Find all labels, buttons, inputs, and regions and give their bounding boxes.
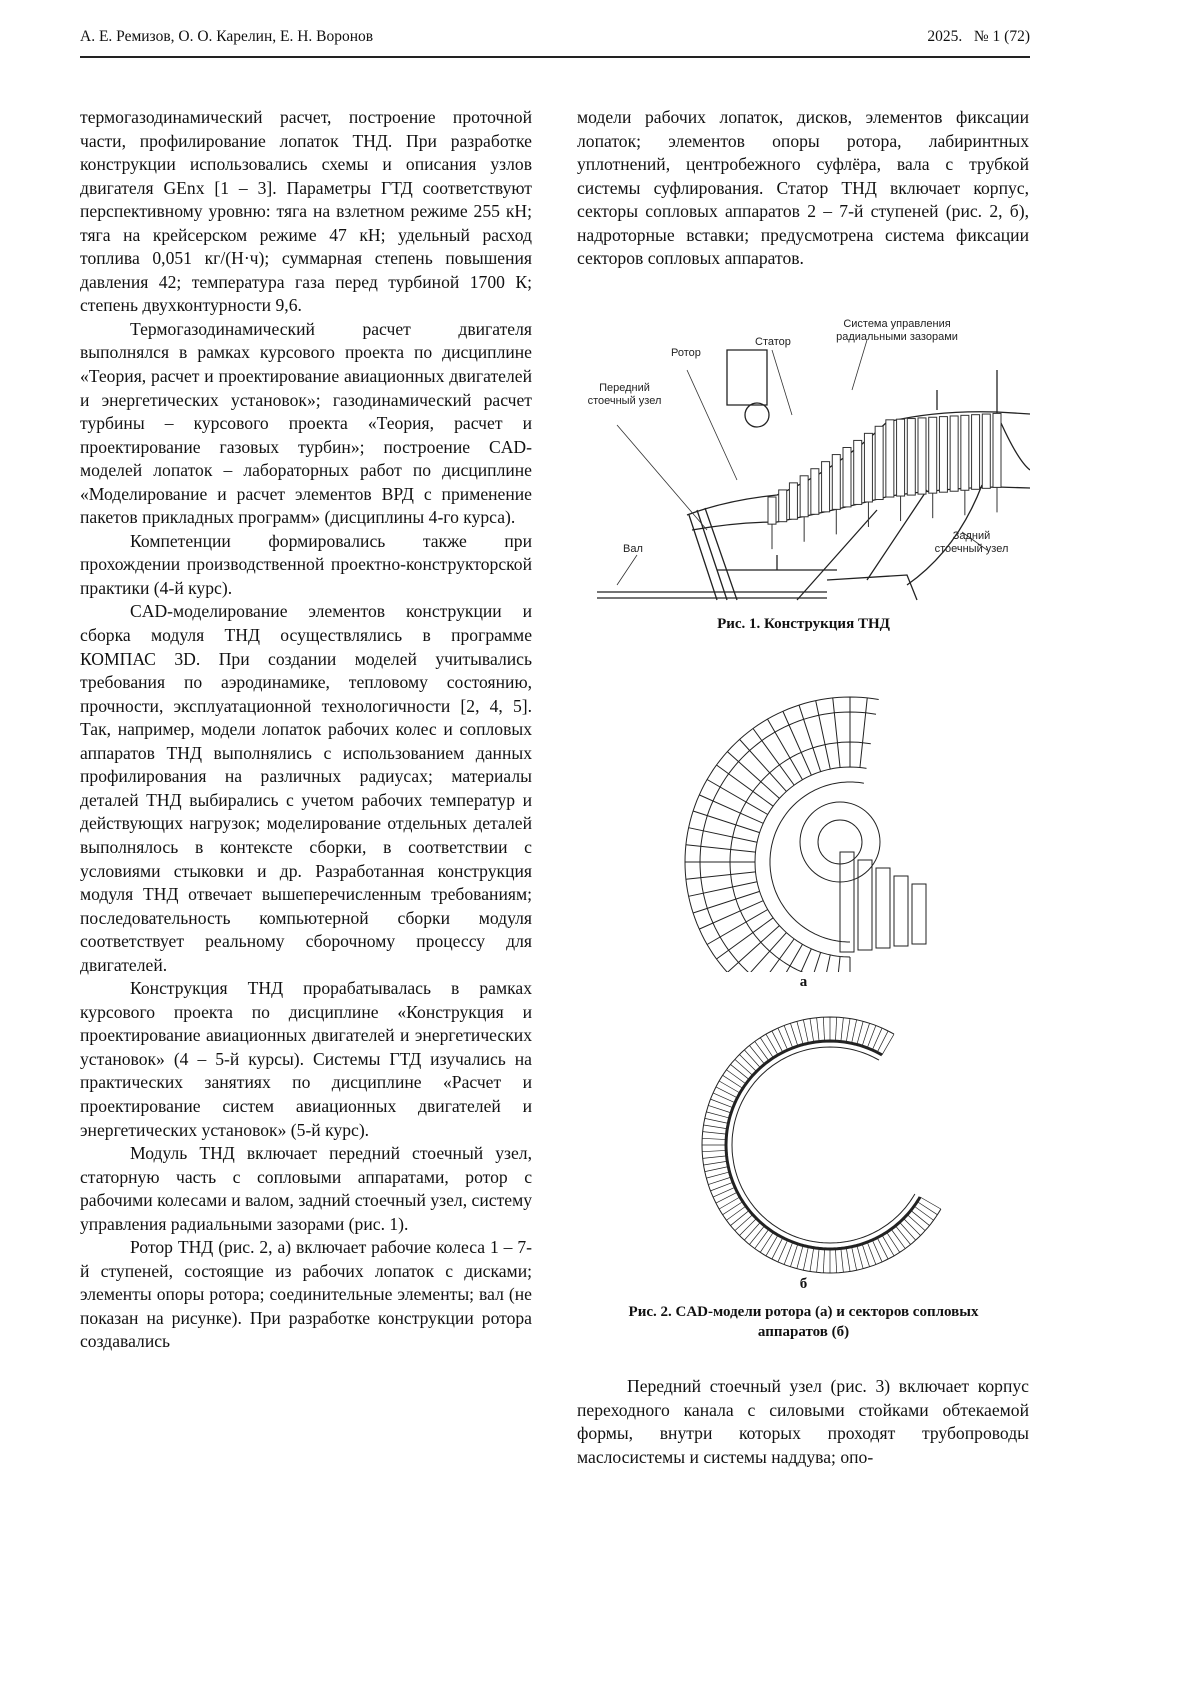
vane-line [731,1210,750,1225]
vane-line [703,1132,727,1135]
vane-line [835,1249,836,1273]
blade-line [833,956,840,972]
blade-line [693,811,760,833]
vane-line [744,1222,760,1240]
turbine-cross-section-drawing [577,310,1030,605]
vane-line [803,1020,808,1043]
paragraph: Ротор ТНД (рис. 2, а) включает рабочие колеса 1 – 7-й ступеней, состоящие из рабочих лопаток с дисками; элементы опоры ротора; соединительные элементы; вал (не показан на рисунке). При разработке конструкции ротора создавались [80,1236,532,1354]
right-column-top [577,106,1029,271]
vane-line [749,1226,764,1245]
blade-line [783,949,811,972]
blade [854,440,862,504]
vane-line [716,1087,737,1098]
blade [972,415,980,490]
left-column [80,106,532,1354]
disk-section [876,868,890,948]
nozzle-sectors-cad-drawing [690,1005,960,1275]
paragraph: Передний стоечный узел (рис. 3) включает корпус переходного канала с силовыми стойками обтекаемой формы, внутри которых проходят трубопроводы маслосистемы и системы наддува; опо- [577,1375,1029,1469]
blade [811,469,819,515]
vane-line [723,1075,743,1088]
vane-line [877,1031,888,1052]
vane-line [716,1192,737,1203]
vane-line [857,1245,863,1268]
paragraph: Модуль ТНД включает передний стоечный узел, статорную часть с сопловыми аппаратами, ротор с рабочими колесами и валом, задний стоечный узел, систему управления радиальными зазорами (рис. 1). [80,1142,532,1236]
blade [779,490,787,522]
vane-line [708,1177,731,1184]
blade-line [686,872,756,879]
vane-line [797,1245,803,1268]
blade [864,433,872,502]
vane-line [797,1021,803,1044]
vane-line [726,1206,745,1220]
vane-line [790,1023,797,1046]
vane-line [914,1206,933,1220]
label-front-strut: Передний стоечный узел [582,382,667,408]
vane-line [877,1238,888,1259]
vane-line [810,1248,814,1272]
figure-2b-label: б [577,1274,1030,1294]
blade [843,448,851,507]
vane-line [760,1232,773,1252]
vane-line [817,1018,820,1042]
label-shaft: Вал [623,543,643,556]
blade [897,419,905,496]
vane-line [704,1161,728,1165]
disk-section [894,876,908,946]
rotor-ring [685,697,926,972]
disk-section [912,884,926,944]
blade-line [686,845,756,852]
figure-2b-nozzle-sectors [690,1005,960,1275]
vane-line [702,1138,726,1139]
vane-line [760,1038,773,1058]
vane-line [708,1105,731,1112]
vane-line [846,1248,850,1272]
blade [982,414,990,488]
vane-line [705,1167,728,1172]
vane-line [739,1054,756,1071]
vane-line [803,1247,808,1270]
vane-line [862,1244,869,1267]
vane-line [911,1210,930,1225]
running-header-issue: 2025. № 1 (72) [927,28,1030,46]
vane-line [852,1247,857,1270]
figure-1-engine-section [577,310,1030,605]
running-header-authors: А. Е. Ремизов, О. О. Карелин, Е. Н. Воронов [80,28,373,46]
header-rule [80,56,1030,58]
blade-line [816,955,831,972]
vane-line [862,1023,869,1046]
label-rotor: Ротор [671,347,701,360]
paragraph: Термогазодинамический расчет двигателя выполнялся в рамках курсового проекта по дисциплине «Теория, расчет и проектирование авиационных двигателей и энергетических установок»; газодинамический расчет турбины – курсового проекта «Теория, расчет и проектирование газовых турбин»; построение CAD-моделей лопаток – лабораторных работ по дисциплине «Моделирование и расчет элементов ВРД с применение пакетов прикладных программ» (дисциплины 4-го курса). [80,318,532,530]
paragraph: Компетенции формировались также при прохождении производственной проектно-конструкторской практики (4-й курс). [80,530,532,601]
vane-line [900,1222,916,1240]
vane-line [895,1226,910,1245]
blade-line [860,698,867,768]
vane-line [835,1017,836,1041]
blade-line [699,795,763,823]
blade [993,413,1001,487]
blade-line [740,933,787,972]
outer-arc [702,1017,941,1273]
blade-line [783,711,811,775]
inner-arc-2 [732,1047,915,1243]
vane-line [735,1215,753,1231]
vane-line [846,1019,850,1043]
blade [800,476,808,517]
nozzle-ring [702,1017,941,1273]
vane-line [705,1118,728,1123]
vane-line [703,1156,727,1159]
paragraph: Конструкция ТНД прорабатывалась в рамках курсового проекта по дисциплине «Конструкция и проектирование авиационных двигателей и энергетических установок» (4 – 5-й курсы). Системы ГТД изучались на практических занятиях по дисциплине «Расчет и проектирование систем авиационных двигателей и энергетических установок» (5-й курс). [80,977,532,1142]
vane-line [739,1219,756,1236]
blade-line [799,705,821,772]
figure-2a-label: а [577,972,1030,992]
figure-2-caption: Рис. 2. CAD-модели ротора (а) и секторов сопловых аппаратов (б) [600,1302,1007,1342]
blade-line [816,701,831,769]
vane-line [841,1018,844,1042]
vane-line [887,1232,900,1252]
blade [929,417,937,493]
blade [789,483,797,519]
vane-line [917,1202,937,1215]
label-rear-strut: Задний стоечный узел [929,530,1014,556]
figure-2a-rotor-model [680,662,950,972]
vane-line [882,1034,894,1055]
vane-line [817,1248,820,1272]
blade [907,419,915,496]
vane-line [704,1125,728,1129]
vane-line [772,1238,783,1259]
vane-line [755,1229,769,1248]
disk-section [840,852,854,952]
blade [822,462,830,512]
paragraph: термогазодинамический расчет, построение проточной части, профилирование лопаток ТНД. При разработке конструкции использовались схемы и описания узлов двигателя GEnx [1 – 3]. Параметры ГТД соответствуют перспективному уровню: тяга на взлетном режиме 255 кН; тяга на крейсерском режиме 47 кН; удельный расход топлива 0,051 кг/(Н·ч); суммарная степень повышения давления 42; температура газа перед турбиной 1700 К; степень двухконтурности 9,6. [80,106,532,318]
vane-line [852,1020,857,1043]
vane-line [920,1197,941,1209]
blade-line [689,828,757,843]
vane-line [823,1017,824,1041]
paragraph: CAD-моделирование элементов конструкции и сборка модуля ТНД осуществлялись в программе КОМПАС 3D. При создании моделей учитывались требования по аэродинамике, тепловому состоянию, прочности, эксплуатационной технологичности [2, 4, 5]. Так, например, модели лопаток рабочих колес и сопловых аппаратов ТНД выполнялись с использованием данных профилирования на различных радиусах; материалы деталей ТНД выбирались с учетом рабочих температур и действующих нагрузок; моделирование отдельных деталей выполнялось в контексте сборки, в соответствии с условиями стыковки и др. Разработанная конструкция модуля ТНД отвечает вышеперечисленным требованиям; последовательность компьютерной сборки модуля соответствует реальному сборочному процессу для двигателей. [80,600,532,977]
blade-line [693,891,760,913]
vane-line [706,1172,729,1178]
vane-line [766,1034,778,1055]
vane-line [702,1150,726,1151]
vane-line [744,1050,760,1068]
vane-line [790,1244,797,1267]
vane-line [882,1235,894,1256]
rotor-cad-drawing [680,662,950,972]
blade [886,420,894,497]
blade-line [833,698,840,768]
blade-line [699,901,763,929]
figure-1-caption: Рис. 1. Конструкция ТНД [577,614,1030,634]
right-column-bottom [577,1375,1029,1469]
vane-line [810,1019,814,1043]
blade [875,426,883,499]
vane-line [891,1229,905,1248]
vane-line [766,1235,778,1256]
paragraph: модели рабочих лопаток, дисков, элементов фиксации лопаток; элементов опоры ротора, лабиринтных уплотнений, центробежного суфлёра, вала с трубкой системы суфлирования. Статор ТНД включает корпус, секторы сопловых аппаратов 2 – 7-й ступеней (рис. 2, б), надроторные вставки; предусмотрена система фиксации секторов сопловых аппаратов. [577,106,1029,271]
vane-line [719,1197,740,1209]
blade [918,418,926,494]
vane-line [731,1064,750,1079]
blade [832,455,840,510]
blade-line [689,882,757,897]
inner-arc [726,1041,920,1249]
vane-line [823,1249,824,1273]
vane-line [772,1031,783,1052]
label-control-system: Система управления радиальными зазорами [827,318,967,344]
vane-line [735,1059,753,1075]
vane-line [749,1046,764,1065]
vane-line [723,1202,743,1215]
vane-line [857,1021,863,1044]
blade [961,415,969,490]
blade [768,497,776,524]
label-stator: Статор [755,336,791,349]
vane-line [904,1219,921,1236]
blade [950,416,958,491]
vane-line [719,1081,740,1093]
vane-line [841,1248,844,1272]
blade [939,417,947,493]
vane-line [726,1070,745,1084]
vane-line [755,1041,769,1060]
vane-line [907,1215,925,1231]
vane-line [706,1112,729,1118]
